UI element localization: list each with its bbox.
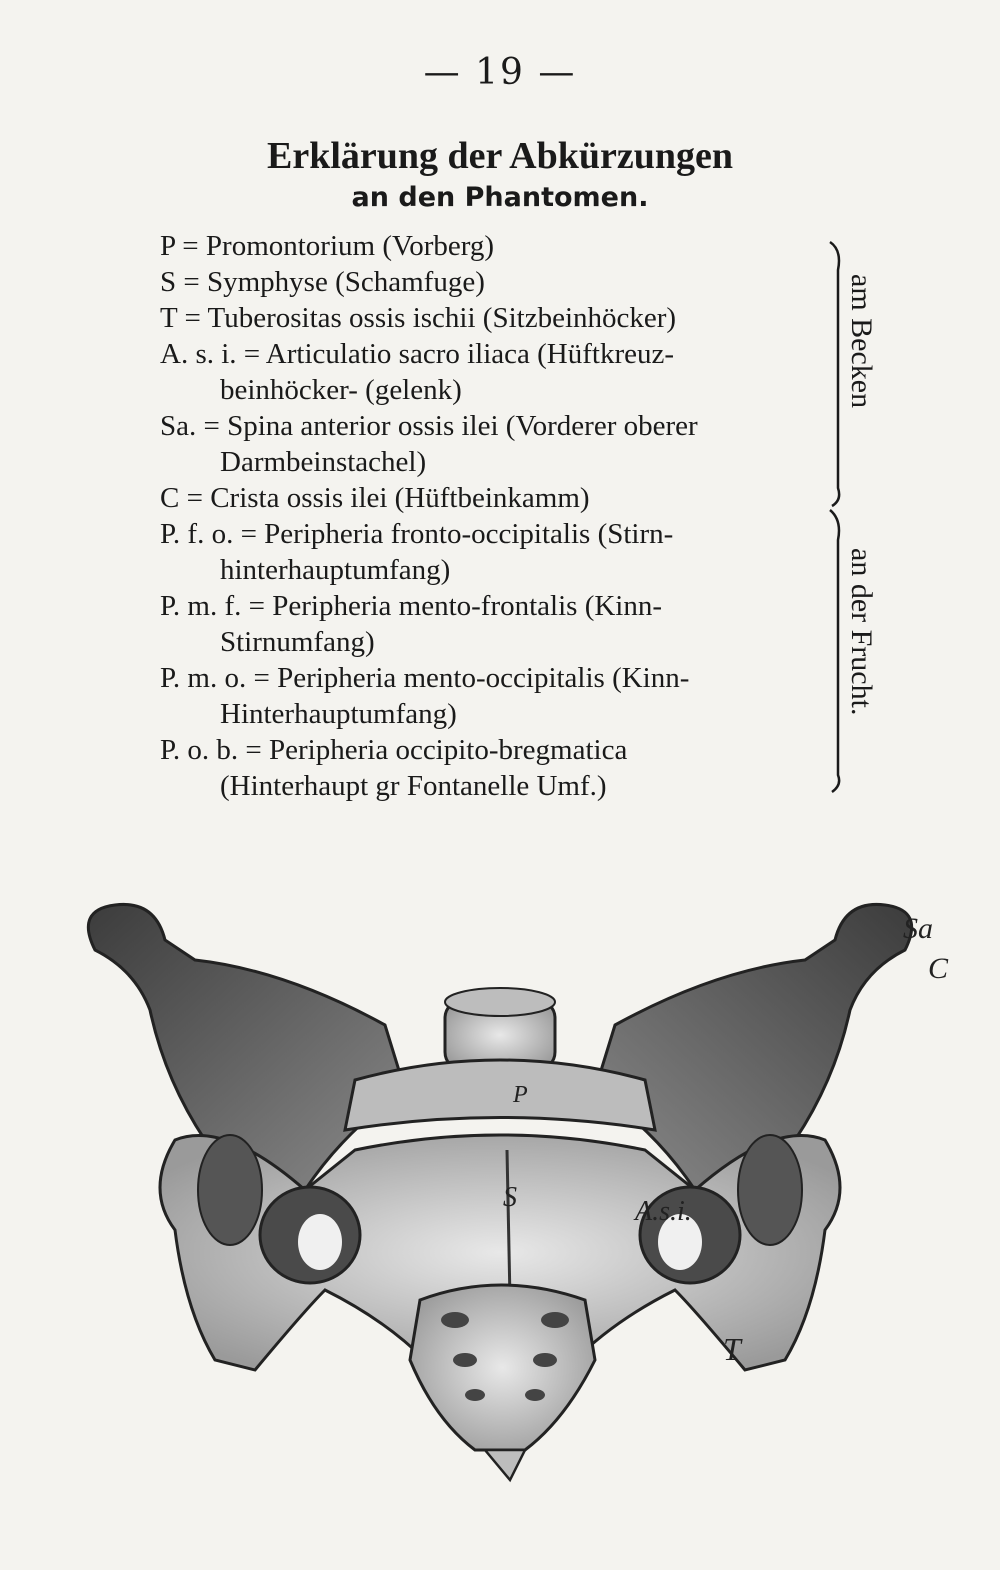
entry-line: P. f. o. = Peripheria fronto-occipitalis (Stirn- — [160, 518, 674, 550]
brace-becken — [830, 242, 839, 506]
figure-label-t: T — [723, 1331, 741, 1367]
sacrum-top — [345, 1060, 655, 1130]
entry-line: Sa. = Spina anterior ossis ilei (Vorderer oberer — [160, 410, 698, 442]
figure-label-c: C — [928, 952, 949, 985]
entry-continuation: hinterhauptumfang) — [220, 554, 451, 586]
coccyx — [485, 1450, 525, 1480]
sacrum-lower — [410, 1285, 595, 1450]
entry-continuation: Darmbeinstachel) — [220, 446, 427, 478]
entry-continuation: Stirnumfang) — [220, 626, 375, 658]
group-label-frucht: an der Frucht. — [845, 548, 878, 716]
entry-line: P = Promontorium (Vorberg) — [160, 230, 495, 262]
entry-continuation: Hinterhauptumfang) — [220, 698, 457, 730]
entry-line: P. o. b. = Peripheria occipito-bregmatica — [160, 734, 628, 766]
entry-line: P. m. f. = Peripheria mento-frontalis (Kinn- — [160, 590, 663, 622]
entry-continuation: (Hinterhaupt gr Fontanelle Umf.) — [220, 770, 607, 802]
entry-line: C = Crista ossis ilei (Hüftbeinkamm) — [160, 482, 590, 514]
page-title: Erklärung der Abkürzungen — [267, 135, 733, 177]
entry-line: T = Tuberositas ossis ischii (Sitzbeinhöcker) — [160, 302, 677, 334]
page-subtitle: an den Phantomen. — [351, 182, 649, 213]
page-number: — 19 — — [423, 52, 577, 93]
figure-label-sa: Sa — [903, 912, 933, 945]
pelvis-illustration — [55, 890, 949, 1490]
group-label-becken: am Becken — [845, 274, 878, 409]
brace-frucht — [830, 510, 839, 792]
entry-line: S = Symphyse (Schamfuge) — [160, 266, 485, 298]
entry-line: P. m. o. = Peripheria mento-occipitalis (Kinn- — [160, 662, 690, 694]
figure-label-p: P — [513, 1082, 528, 1108]
figure-label-s: S — [503, 1182, 517, 1213]
entry-line: A. s. i. = Articulatio sacro iliaca (Hüftkreuz- — [160, 338, 675, 370]
entry-continuation: beinhöcker- (gelenk) — [220, 374, 462, 406]
figure-label-asi: A.s.i. — [635, 1196, 692, 1227]
